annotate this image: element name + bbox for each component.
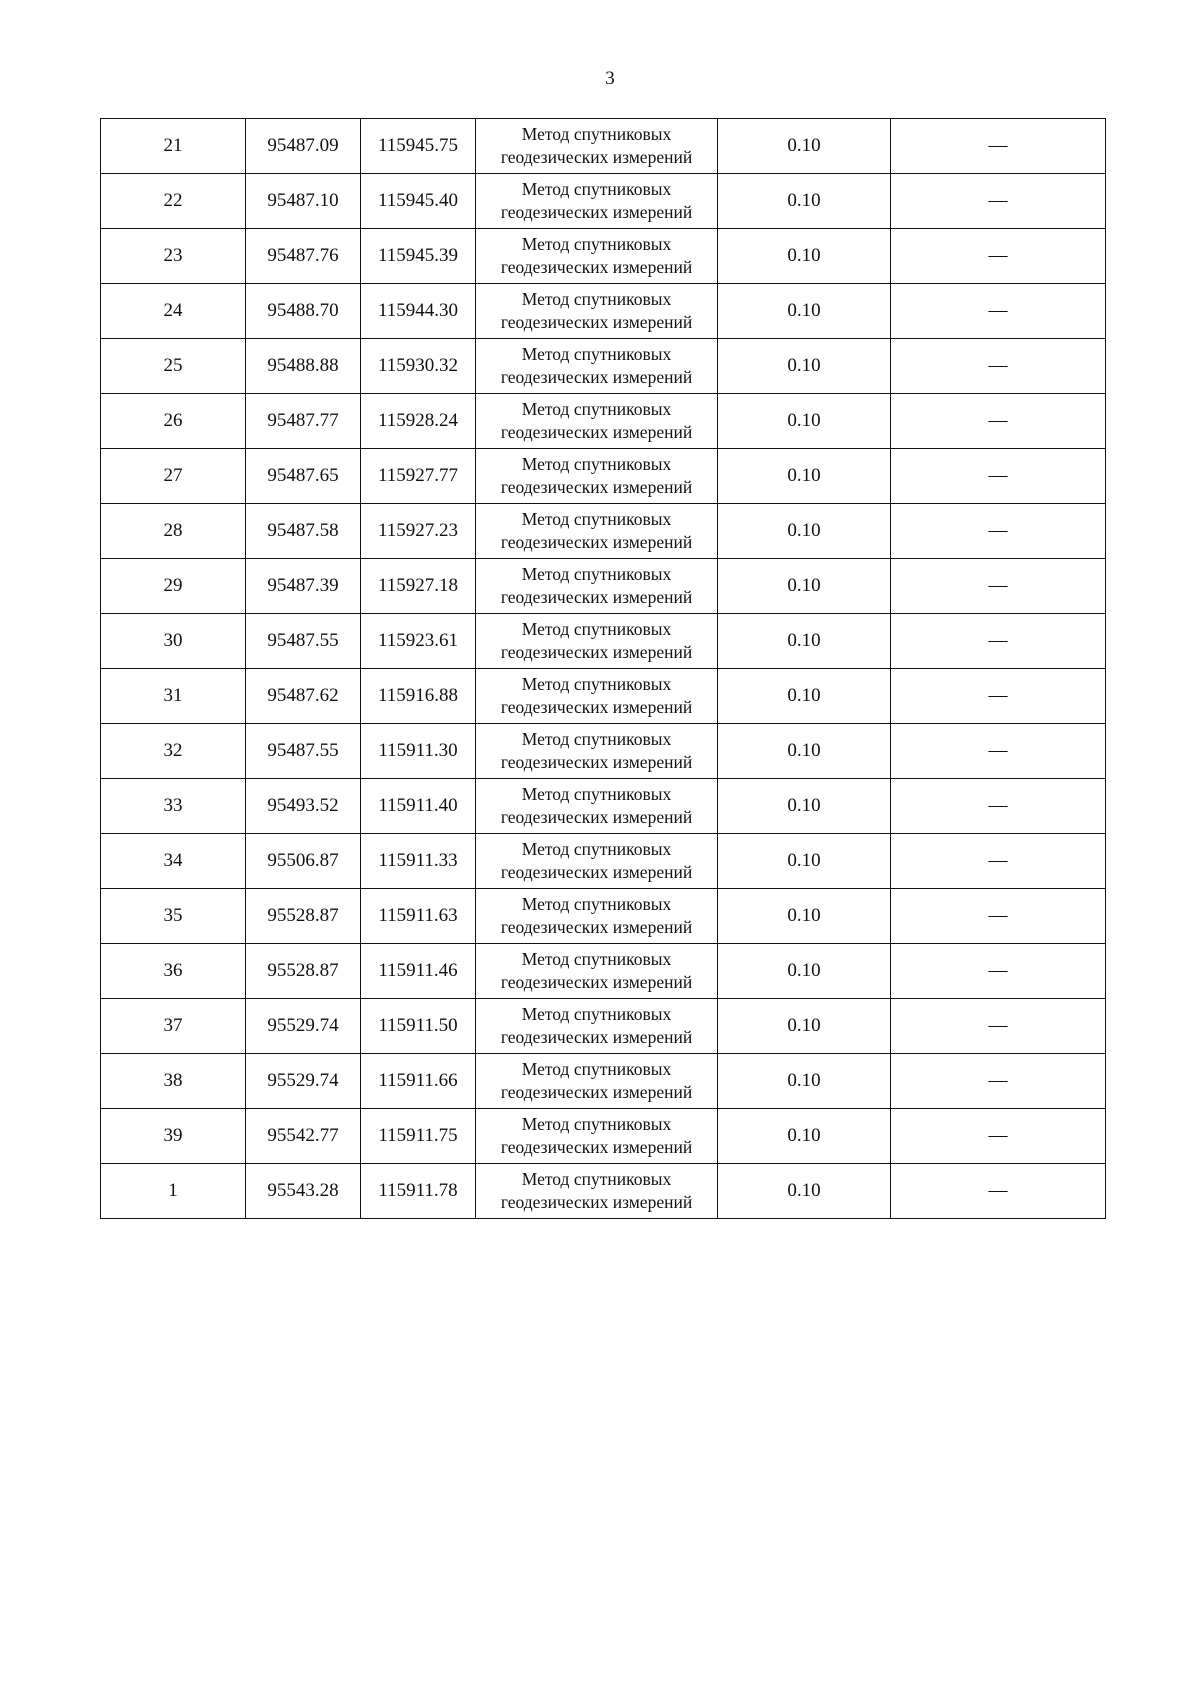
method-cell	[476, 1164, 718, 1219]
note-cell: —	[891, 999, 1106, 1054]
x-coordinate-cell: 95487.77	[246, 394, 361, 449]
x-coordinate-cell: 95543.28	[246, 1164, 361, 1219]
accuracy-cell: 0.10	[718, 559, 891, 614]
x-coordinate-cell: 95487.58	[246, 504, 361, 559]
note-cell: —	[891, 394, 1106, 449]
x-coordinate-cell: 95487.55	[246, 614, 361, 669]
method-cell	[476, 999, 718, 1054]
table-row	[101, 559, 1106, 614]
method-text-line: Метод спутниковых	[521, 289, 672, 309]
accuracy-cell: 0.10	[718, 889, 891, 944]
method-cell	[476, 724, 718, 779]
method-cell	[476, 1054, 718, 1109]
point-number-cell: 34	[101, 834, 246, 889]
table-row	[101, 174, 1106, 229]
accuracy-cell: 0.10	[718, 1109, 891, 1164]
point-number-cell: 39	[101, 1109, 246, 1164]
y-coordinate-cell: 115911.40	[361, 779, 476, 834]
table-row	[101, 889, 1106, 944]
method-cell	[476, 229, 718, 284]
method-text-line: Метод спутниковых	[521, 674, 672, 694]
x-coordinate-cell: 95487.10	[246, 174, 361, 229]
method-text-line: геодезических измерений	[500, 1192, 693, 1212]
method-cell	[476, 284, 718, 339]
method-text-line: Метод спутниковых	[521, 949, 672, 969]
method-text-line: Метод спутниковых	[521, 1169, 672, 1189]
method-text-line: Метод спутниковых	[521, 619, 672, 639]
method-text-line: Метод спутниковых	[521, 839, 672, 859]
point-number-cell: 27	[101, 449, 246, 504]
method-text-line: геодезических измерений	[500, 1082, 693, 1102]
accuracy-cell: 0.10	[718, 944, 891, 999]
accuracy-cell: 0.10	[718, 174, 891, 229]
table-row	[101, 724, 1106, 779]
point-number-cell: 31	[101, 669, 246, 724]
y-coordinate-cell: 115911.50	[361, 999, 476, 1054]
point-number-cell: 35	[101, 889, 246, 944]
method-text-line: геодезических измерений	[500, 972, 693, 992]
y-coordinate-cell: 115911.46	[361, 944, 476, 999]
method-text-line: геодезических измерений	[500, 807, 693, 827]
method-cell	[476, 559, 718, 614]
point-number-cell: 24	[101, 284, 246, 339]
table-row	[101, 1109, 1106, 1164]
note-cell: —	[891, 284, 1106, 339]
x-coordinate-cell: 95528.87	[246, 889, 361, 944]
note-cell: —	[891, 1054, 1106, 1109]
table-row	[101, 339, 1106, 394]
point-number-cell: 29	[101, 559, 246, 614]
table-row	[101, 1054, 1106, 1109]
y-coordinate-cell: 115911.33	[361, 834, 476, 889]
accuracy-cell: 0.10	[718, 394, 891, 449]
table-row	[101, 669, 1106, 724]
point-number-cell: 26	[101, 394, 246, 449]
table-row	[101, 394, 1106, 449]
note-cell: —	[891, 944, 1106, 999]
method-text-line: геодезических измерений	[500, 587, 693, 607]
x-coordinate-cell: 95487.62	[246, 669, 361, 724]
method-text-line: геодезических измерений	[500, 257, 693, 277]
method-cell	[476, 834, 718, 889]
accuracy-cell: 0.10	[718, 834, 891, 889]
table-row	[101, 229, 1106, 284]
note-cell: —	[891, 779, 1106, 834]
accuracy-cell: 0.10	[718, 1164, 891, 1219]
method-text-line: Метод спутниковых	[521, 894, 672, 914]
accuracy-cell: 0.10	[718, 999, 891, 1054]
note-cell: —	[891, 174, 1106, 229]
method-text-line: геодезических измерений	[500, 422, 693, 442]
method-text-line: Метод спутниковых	[521, 344, 672, 364]
method-text-line: геодезических измерений	[500, 202, 693, 222]
note-cell: —	[891, 119, 1106, 174]
method-cell	[476, 669, 718, 724]
method-text-line: Метод спутниковых	[521, 729, 672, 749]
y-coordinate-cell: 115945.40	[361, 174, 476, 229]
method-text-line: геодезических измерений	[500, 367, 693, 387]
method-text-line: геодезических измерений	[500, 312, 693, 332]
point-number-cell: 1	[101, 1164, 246, 1219]
method-text-line: геодезических измерений	[500, 532, 693, 552]
table-row	[101, 1164, 1106, 1219]
table-row	[101, 944, 1106, 999]
point-number-cell: 22	[101, 174, 246, 229]
method-text-line: Метод спутниковых	[521, 1004, 672, 1024]
method-cell	[476, 614, 718, 669]
note-cell: —	[891, 669, 1106, 724]
method-cell	[476, 889, 718, 944]
method-text-line: Метод спутниковых	[521, 234, 672, 254]
accuracy-cell: 0.10	[718, 339, 891, 394]
y-coordinate-cell: 115911.63	[361, 889, 476, 944]
y-coordinate-cell: 115911.66	[361, 1054, 476, 1109]
table-row	[101, 449, 1106, 504]
accuracy-cell: 0.10	[718, 504, 891, 559]
accuracy-cell: 0.10	[718, 229, 891, 284]
x-coordinate-cell: 95529.74	[246, 999, 361, 1054]
point-number-cell: 25	[101, 339, 246, 394]
note-cell: —	[891, 834, 1106, 889]
method-text-line: Метод спутниковых	[521, 1114, 672, 1134]
method-text-line: геодезических измерений	[500, 642, 693, 662]
method-text-line: геодезических измерений	[500, 697, 693, 717]
y-coordinate-cell: 115928.24	[361, 394, 476, 449]
table-row	[101, 504, 1106, 559]
note-cell: —	[891, 229, 1106, 284]
point-number-cell: 32	[101, 724, 246, 779]
page-number: 3	[605, 68, 615, 89]
note-cell: —	[891, 559, 1106, 614]
point-number-cell: 36	[101, 944, 246, 999]
method-text-line: геодезических измерений	[500, 147, 693, 167]
coordinates-table-body	[101, 119, 1106, 1219]
accuracy-cell: 0.10	[718, 119, 891, 174]
note-cell: —	[891, 339, 1106, 394]
y-coordinate-cell: 115911.78	[361, 1164, 476, 1219]
point-number-cell: 30	[101, 614, 246, 669]
method-text-line: геодезических измерений	[500, 477, 693, 497]
note-cell: —	[891, 504, 1106, 559]
table-row	[101, 614, 1106, 669]
method-text-line: Метод спутниковых	[521, 509, 672, 529]
note-cell: —	[891, 449, 1106, 504]
x-coordinate-cell: 95529.74	[246, 1054, 361, 1109]
y-coordinate-cell: 115923.61	[361, 614, 476, 669]
table-row	[101, 999, 1106, 1054]
x-coordinate-cell: 95528.87	[246, 944, 361, 999]
table-row	[101, 779, 1106, 834]
x-coordinate-cell: 95488.88	[246, 339, 361, 394]
note-cell: —	[891, 1164, 1106, 1219]
method-cell	[476, 944, 718, 999]
method-text-line: геодезических измерений	[500, 1137, 693, 1157]
method-cell	[476, 339, 718, 394]
method-text-line: Метод спутниковых	[521, 454, 672, 474]
method-text-line: геодезических измерений	[500, 917, 693, 937]
accuracy-cell: 0.10	[718, 669, 891, 724]
note-cell: —	[891, 614, 1106, 669]
table-row	[101, 284, 1106, 339]
point-number-cell: 21	[101, 119, 246, 174]
x-coordinate-cell: 95487.39	[246, 559, 361, 614]
accuracy-cell: 0.10	[718, 284, 891, 339]
accuracy-cell: 0.10	[718, 449, 891, 504]
method-cell	[476, 174, 718, 229]
y-coordinate-cell: 115945.75	[361, 119, 476, 174]
method-text-line: Метод спутниковых	[521, 399, 672, 419]
note-cell: —	[891, 1109, 1106, 1164]
method-cell	[476, 449, 718, 504]
method-text-line: Метод спутниковых	[521, 1059, 672, 1079]
y-coordinate-cell: 115916.88	[361, 669, 476, 724]
coordinates-table	[100, 118, 1106, 1219]
note-cell: —	[891, 724, 1106, 779]
note-cell: —	[891, 889, 1106, 944]
point-number-cell: 38	[101, 1054, 246, 1109]
y-coordinate-cell: 115930.32	[361, 339, 476, 394]
method-text-line: геодезических измерений	[500, 1027, 693, 1047]
y-coordinate-cell: 115945.39	[361, 229, 476, 284]
y-coordinate-cell: 115944.30	[361, 284, 476, 339]
accuracy-cell: 0.10	[718, 1054, 891, 1109]
method-text-line: Метод спутниковых	[521, 179, 672, 199]
x-coordinate-cell: 95506.87	[246, 834, 361, 889]
point-number-cell: 28	[101, 504, 246, 559]
table-row	[101, 119, 1106, 174]
accuracy-cell: 0.10	[718, 724, 891, 779]
method-text-line: Метод спутниковых	[521, 564, 672, 584]
y-coordinate-cell: 115911.30	[361, 724, 476, 779]
method-cell	[476, 119, 718, 174]
accuracy-cell: 0.10	[718, 614, 891, 669]
y-coordinate-cell: 115911.75	[361, 1109, 476, 1164]
method-cell	[476, 394, 718, 449]
point-number-cell: 23	[101, 229, 246, 284]
table-row	[101, 834, 1106, 889]
x-coordinate-cell: 95487.55	[246, 724, 361, 779]
method-text-line: Метод спутниковых	[521, 784, 672, 804]
x-coordinate-cell: 95487.76	[246, 229, 361, 284]
method-cell	[476, 779, 718, 834]
method-text-line: геодезических измерений	[500, 752, 693, 772]
y-coordinate-cell: 115927.77	[361, 449, 476, 504]
x-coordinate-cell: 95493.52	[246, 779, 361, 834]
point-number-cell: 37	[101, 999, 246, 1054]
method-cell	[476, 504, 718, 559]
method-text-line: геодезических измерений	[500, 862, 693, 882]
method-cell	[476, 1109, 718, 1164]
y-coordinate-cell: 115927.18	[361, 559, 476, 614]
y-coordinate-cell: 115927.23	[361, 504, 476, 559]
method-text-line: Метод спутниковых	[521, 124, 672, 144]
accuracy-cell: 0.10	[718, 779, 891, 834]
x-coordinate-cell: 95542.77	[246, 1109, 361, 1164]
x-coordinate-cell: 95487.65	[246, 449, 361, 504]
point-number-cell: 33	[101, 779, 246, 834]
x-coordinate-cell: 95488.70	[246, 284, 361, 339]
x-coordinate-cell: 95487.09	[246, 119, 361, 174]
